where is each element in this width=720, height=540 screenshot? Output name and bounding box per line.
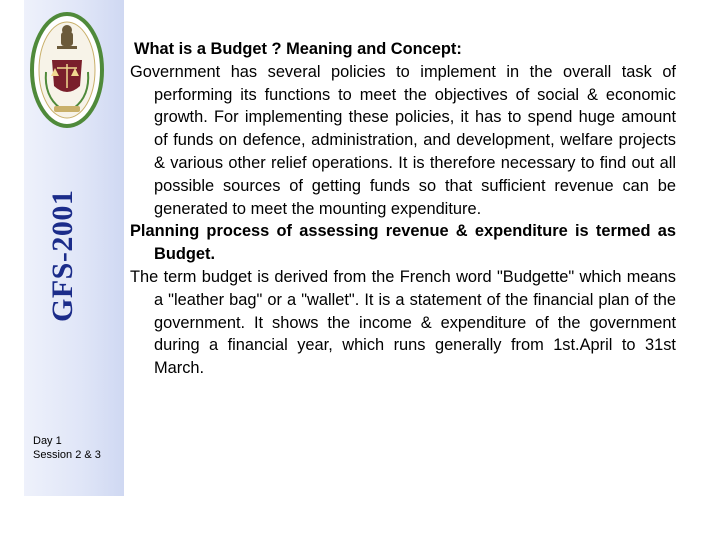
paragraph-government-policies: Government has several policies to implement in the overall task of performing its functions to meet the objectives of social & economic growth. For implementing these policies, it has to spend huge amount of funds on defence, administration, and development, welfare projects & various other relief operations. It is therefore necessary to find out all possible sources of getting funds so that sufficient revenue can be generated to meet the mounting expenditure.: [130, 62, 676, 218]
session-number: Session 2 & 3: [33, 449, 101, 461]
session-day: Day 1: [33, 435, 62, 447]
paragraph-budget-etymology: The term budget is derived from the French word "Budgette" which means a "leather bag" or a "wallet". It is a statement of the financial plan of the government. It shows the income & expenditure of the government during a financial year, which runs generally from 1st.April to 31st March.: [130, 267, 676, 378]
slide-content: [130, 38, 676, 380]
paragraph-budget-definition: Planning process of assessing revenue & expenditure is termed as Budget.: [130, 222, 676, 264]
government-emblem-logo: [30, 12, 104, 128]
session-label: [33, 434, 113, 462]
vertical-course-title: GFS-2001: [46, 189, 79, 322]
slide-heading: What is a Budget ? Meaning and Concept:: [134, 40, 462, 58]
